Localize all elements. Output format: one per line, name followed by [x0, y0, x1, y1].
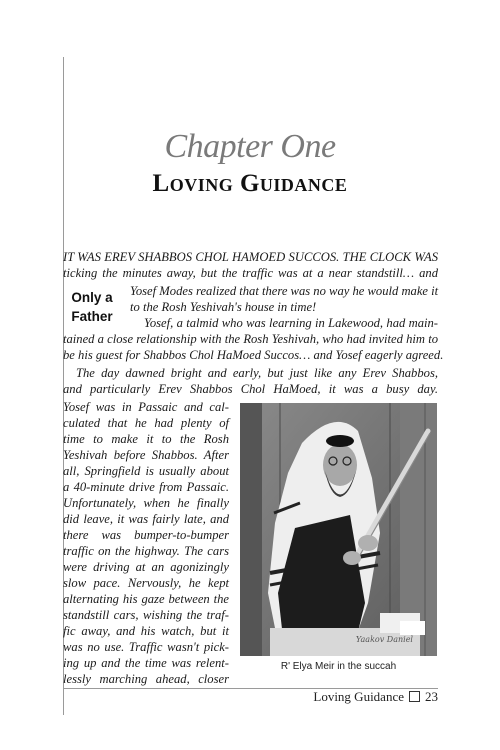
- body-line: ticking the minutes away, but the traffic was at a near standstill… and: [63, 266, 438, 280]
- square-ornament-icon: [409, 691, 420, 702]
- body-line: Yosef Modes realized that there was no way he would make it: [130, 284, 439, 298]
- side-heading-line: Father: [71, 309, 113, 324]
- body-line: did leave, it was fairly late, and: [63, 512, 229, 526]
- body-line: there was bumper-to-bumper: [63, 528, 229, 542]
- body-line: culated that he had plenty of: [63, 416, 229, 430]
- photo-caption: R' Elya Meir in the succah: [280, 661, 397, 672]
- body-line: Yeshivah before Shabbos. After: [63, 448, 229, 462]
- body-line: time to make it to the Rosh: [63, 432, 229, 446]
- body-line: was no use. Traffic wasn't pick-: [63, 640, 229, 654]
- body-line: and particularly Erev Shabbos Chol HaMoed, it was a busy day.: [63, 382, 438, 396]
- running-head: Loving Guidance: [313, 689, 404, 704]
- body-line: Unfortunately, when he finally: [63, 496, 229, 510]
- chapter-title: Loving Guidance: [152, 170, 348, 197]
- body-line: lessly marching ahead, closer: [63, 672, 229, 686]
- body-line: to the Rosh Yeshivah's house in time!: [130, 300, 317, 314]
- page-number: 23: [425, 689, 438, 704]
- body-line: alternating his gaze between the: [63, 592, 229, 606]
- body-line: The day dawned bright and early, but just like any Erev Shabbos,: [76, 366, 438, 380]
- page-footer: [313, 689, 438, 705]
- body-line: traffic on the highway. The cars: [63, 544, 229, 558]
- chapter-number: Chapter One: [164, 128, 336, 165]
- body-line: tained a close relationship with the Rosh Yeshivah, who had invited him to: [63, 332, 438, 346]
- body-line: all, Springfield is usually about: [63, 464, 229, 478]
- photograph: [240, 403, 437, 656]
- photo-watermark: Yaakov Daniel: [355, 635, 413, 644]
- body-line: Yosef, a talmid who was learning in Lakewood, had main-: [144, 316, 438, 330]
- body-line: ing up and the time was relent-: [63, 656, 229, 670]
- side-heading-line: Only a: [71, 290, 113, 305]
- body-line: slow pace. Nervously, he kept: [63, 576, 229, 590]
- body-line: a 40-minute drive from Passaic.: [63, 480, 229, 494]
- body-line: IT WAS EREV SHABBOS CHOL HAMOED SUCCOS. THE CLOCK WAS: [63, 250, 438, 264]
- photo-illustration: [240, 403, 437, 656]
- body-line: were driving at an agonizingly: [63, 560, 229, 574]
- body-line: fic away, and his watch, but it: [63, 624, 229, 638]
- body-line: Yosef was in Passaic and cal-: [63, 400, 229, 414]
- body-line: standstill cars, wishing the traf-: [63, 608, 229, 622]
- side-heading: [66, 288, 118, 326]
- body-line: be his guest for Shabbos Chol HaMoed Succos… and Yosef eagerly agreed.: [63, 348, 444, 362]
